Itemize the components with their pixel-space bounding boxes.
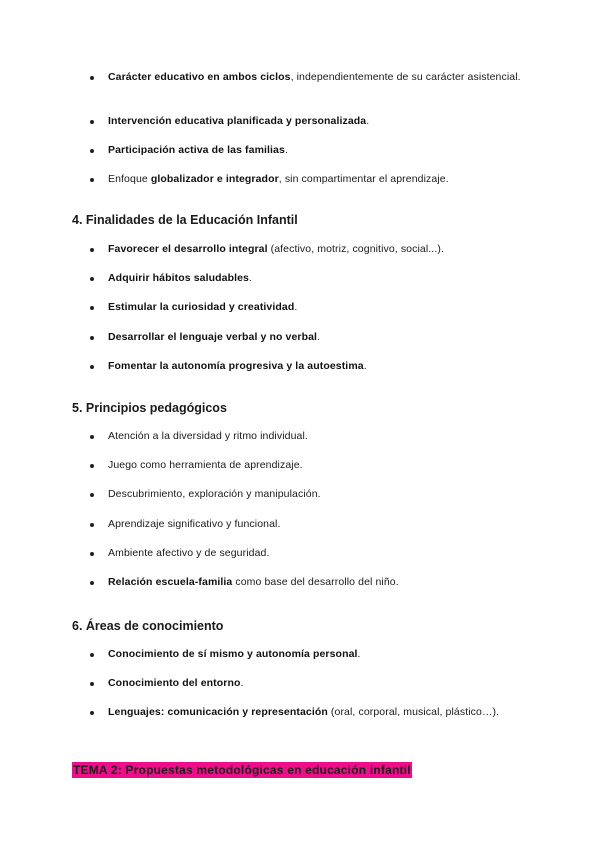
item-text: . <box>294 301 298 313</box>
list-item <box>108 271 528 286</box>
item-text: . <box>357 648 361 660</box>
item-text: , independientemente de su carácter asistencial. <box>290 71 521 83</box>
item-text: . <box>363 360 367 372</box>
list-item <box>108 143 528 158</box>
item-bold: Lenguajes: comunicación y representación <box>108 706 328 718</box>
list-item <box>108 359 528 374</box>
item-bold: Intervención educativa planificada y personalizada <box>108 115 367 127</box>
list-item <box>108 330 528 345</box>
item-text: Descubrimiento, exploración y manipulación. <box>108 488 321 500</box>
item-bold: Participación activa de las familias <box>108 144 285 156</box>
list-item <box>108 70 528 85</box>
item-bold: Relación escuela-familia <box>108 576 233 588</box>
list-item <box>108 487 528 502</box>
item-bold: Desarrollar el lenguaje verbal y no verbal <box>108 331 318 343</box>
list-item <box>108 517 528 532</box>
item-text: Juego como herramienta de aprendizaje. <box>108 459 303 471</box>
item-text: (oral, corporal, musical, plástico…). <box>327 706 500 718</box>
item-text: Atención a la diversidad y ritmo individual. <box>108 430 308 442</box>
item-text: . <box>284 144 288 156</box>
list-item <box>108 546 528 561</box>
item-text: . <box>248 272 253 284</box>
list-item <box>108 647 528 662</box>
item-bold: Favorecer el desarrollo integral <box>108 243 268 255</box>
item-text: . <box>317 331 321 343</box>
item-bold: Adquirir hábitos saludables <box>108 272 249 284</box>
item-text: , sin compartimentar el aprendizaje. <box>278 173 449 185</box>
list-item <box>108 575 528 590</box>
list-item <box>108 429 528 444</box>
list-item <box>108 242 528 257</box>
item-text: (afectivo, motriz, cognitivo, social...). <box>267 243 444 255</box>
item-text: Enfoque <box>108 173 151 185</box>
list-item <box>108 458 528 473</box>
item-bold: Conocimiento de sí mismo y autonomía personal <box>108 648 358 660</box>
tema-2-heading: TEMA 2: Propuestas metodológicas en educación infantil <box>73 763 411 777</box>
item-bold: globalizador e integrador <box>150 173 279 185</box>
item-text: Aprendizaje significativo y funcional. <box>108 518 281 530</box>
section-5-heading: 5. Principios pedagógicos <box>72 401 227 415</box>
list-item <box>108 172 528 187</box>
item-bold: Carácter educativo en ambos ciclos <box>108 71 291 83</box>
list-item <box>108 705 528 720</box>
item-text: . <box>366 115 370 127</box>
item-text: . <box>240 677 244 689</box>
item-bold: Estimular la curiosidad y creatividad <box>108 301 295 313</box>
section-6-heading: 6. Áreas de conocimiento <box>72 619 224 633</box>
item-bold: Conocimiento del entorno <box>108 677 241 689</box>
item-bold: Fomentar la autonomía progresiva y la autoestima <box>108 360 364 372</box>
item-text: como base del desarrollo del niño. <box>232 576 399 588</box>
list-item <box>108 114 528 129</box>
section-4-heading: 4. Finalidades de la Educación Infantil <box>72 213 298 227</box>
list-item <box>108 300 528 315</box>
item-text: Ambiente afectivo y de seguridad. <box>108 547 270 559</box>
list-item <box>108 676 528 691</box>
